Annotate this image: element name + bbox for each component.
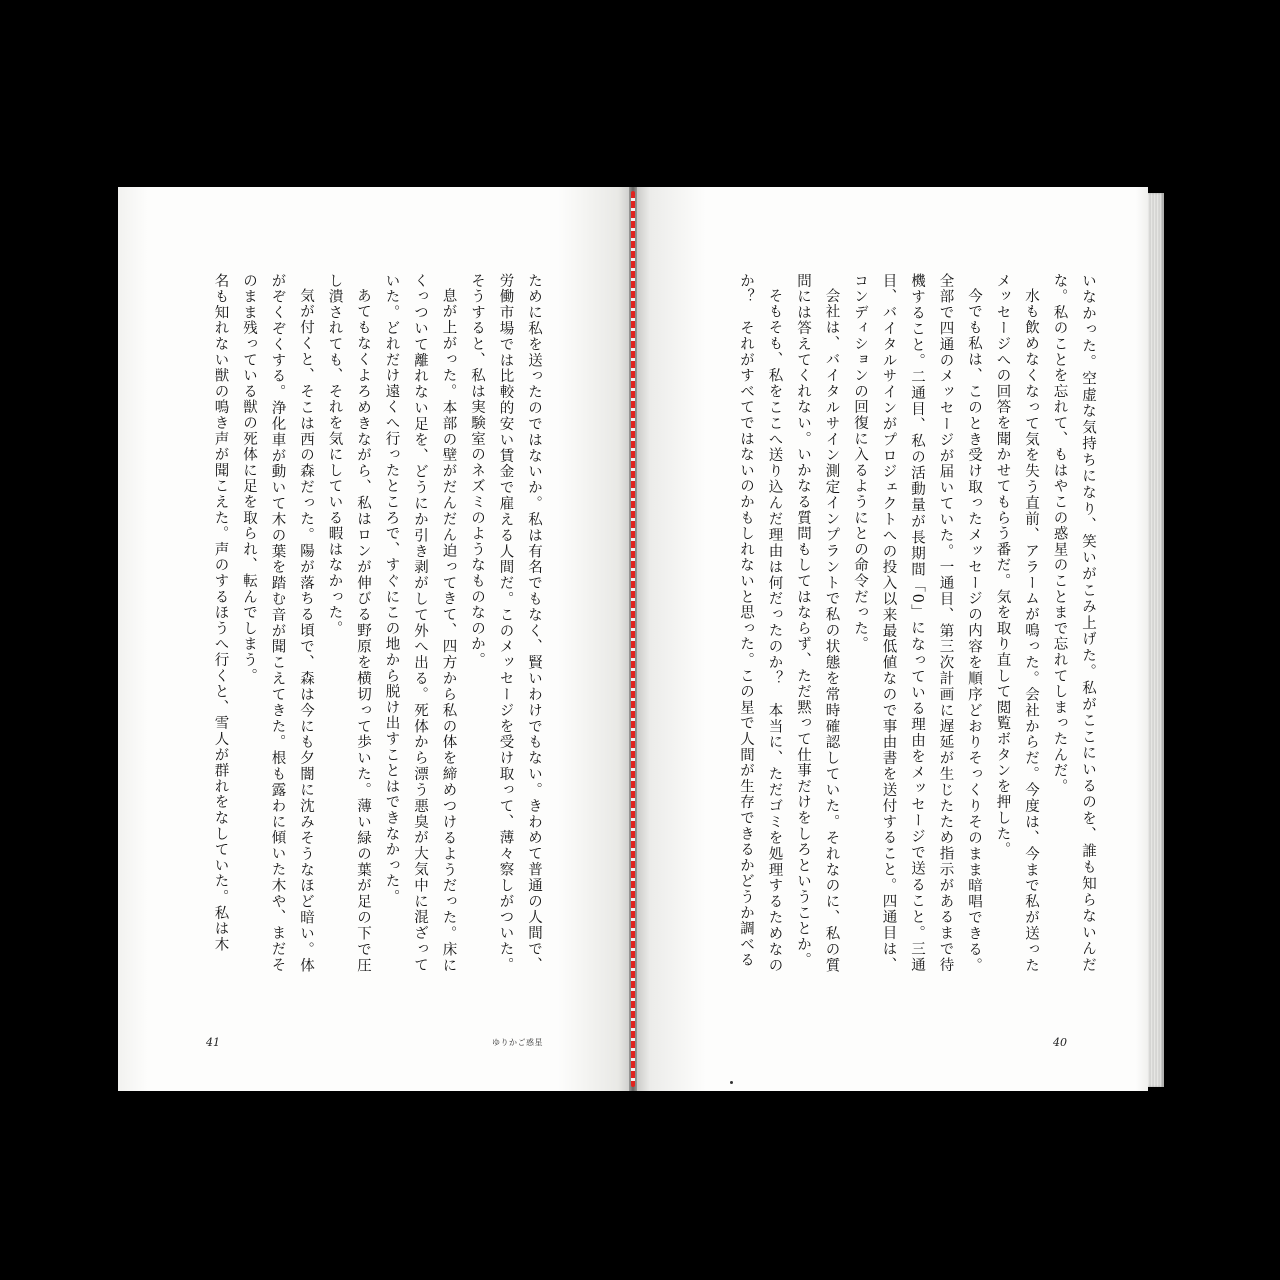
right-paragraph: 会社は、バイタルサイン測定インプラントで私の状態を常時確認していた。それなのに、私の質問には答えてくれない。いかなる質問もしてはならず、ただ黙って仕事だけをしろということか。 — [795, 273, 840, 973]
page-edges — [1148, 193, 1164, 1087]
left-paragraph: 気が付くと、そこは西の森だった。陽が落ちる頃で、森は今にも夕闇に沈みそうなほど暗い。体がぞくぞくする。浄化車が動いて木の葉を踏む音が聞こえてきた。根も露わに傾いた木や、まだそのまま残っている獣の死体に足を取られ、転んでしまう。 — [241, 273, 314, 973]
open-book — [118, 187, 1164, 1091]
right-paragraph: 水も飲めなくなって気を失う直前、アラームが鳴った。会社からだ。今度は、今まで私が送ったメッセージへの回答を聞かせてもらう番だ。気を取り直して閲覧ボタンを押した。 — [994, 273, 1039, 973]
left-paragraph: ために私を送ったのではないか。私は有名でもなく、賢いわけでもない。きわめて普通の人間で、労働市場では比較的安い賃金で雇える人間だ。このメッセージを受け取って、薄々察しがついた。そうすると、私は実験室のネズミのようなものなのか。 — [469, 273, 542, 973]
right-paragraph: そもそも、私をここへ送り込んだ理由は何だったのか？ 本当に、ただゴミを処理するためなのか？ それがすべてではないのかもしれないと思った。この星で人間が生存できるかどうか調べる — [738, 273, 783, 973]
left-paragraph: 名も知れない獣の鳴き声が聞こえた。声のするほうへ行くと、雪人が群れをなしていた。私は木 — [212, 273, 229, 953]
page-number-left: 41 — [206, 1036, 220, 1049]
page-number-right: 40 — [1053, 1036, 1067, 1049]
left-paragraph: 息が上がった。本部の壁がだんだん迫ってきて、四方から私の体を締めつけるようだった。床にくっついて離れない足を、どうにか引き剥がして外へ出る。死体から漂う悪臭が大気中に混ざっていた。どれだけ遠くへ行ったところで、すぐにこの地から脱け出すことはできなかった。 — [383, 273, 457, 973]
left-page-text — [168, 273, 548, 973]
running-head: ゆりかご惑星 — [492, 1038, 543, 1047]
binding-thread — [631, 191, 635, 1087]
right-paragraph: いなかった。空虚な気持ちになり、笑いがこみ上げた。私がここにいるのを、誰も知らないんだな。私のことを忘れて、もはやこの惑星のことまで忘れてしまったんだ。 — [1051, 273, 1096, 973]
dust-speck — [730, 1081, 733, 1084]
right-page-text — [730, 273, 1102, 973]
left-paragraph: あてもなくよろめきながら、私はロンが伸びる野原を横切って歩いた。薄い緑の葉が足の下で圧し潰されても、それを気にしている暇はなかった。 — [326, 273, 371, 973]
right-paragraph: 今でも私は、このとき受け取ったメッセージの内容を順序どおりそっくりそのまま暗唱できる。全部で四通のメッセージが届いていた。一通目、第三次計画に遅延が生じたため指示があるまで待機すること。二通目、私の活動量が長期間「0」になっている理由をメッセージで送ること。三通目、バイタルサインがプロジェクトへの投入以来最低値なので事由書を送付すること。四通目は、コンディションの回復に入るようにとの命令だった。 — [852, 273, 982, 973]
